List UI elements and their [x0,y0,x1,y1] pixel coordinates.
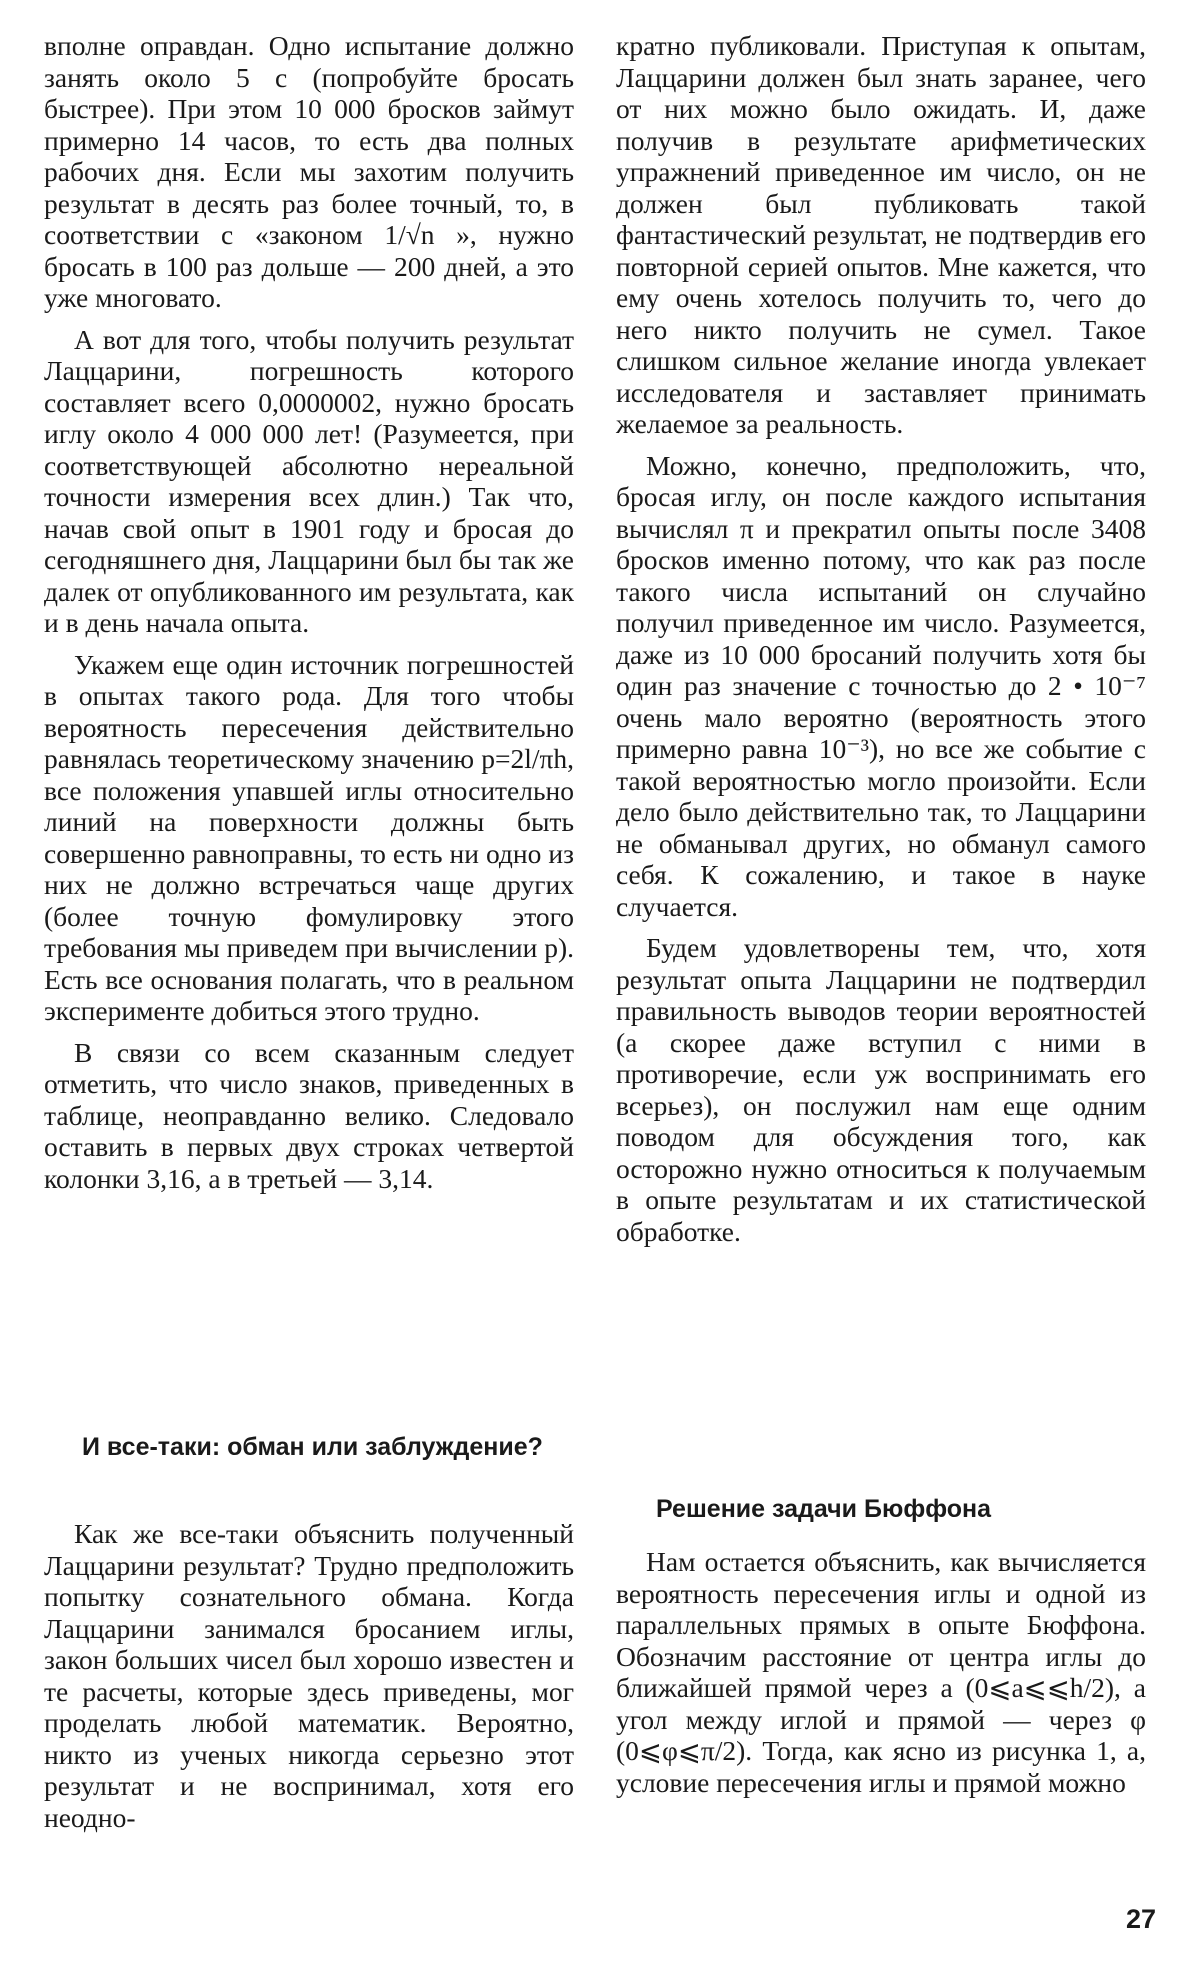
page-number: 27 [1125,1904,1156,1934]
paragraph: Будем удовлетворены тем, что, хотя результат опыта Лаццарини не подтвердил правильность выводов теории вероятностей (а скорее даже вступил с ними в противоречие, если уж воспринимать его всерьез), он послужил нам еще одним поводом для обсуждения того, как осторожно нужно относиться к получаемым в опыте результатам и их статистической обработке. [616,932,1146,1247]
paragraph: Можно, конечно, предположить, что, бросая иглу, он после каждого испытания вычислял π и прекратил опыты после 3408 бросков именно потому, что как раз после такого числа испытаний он случайно получил приведенное им число. Разумеется, даже из 10 000 бросаний получить хотя бы один раз значение с точностью до 2 • 10⁻⁷ очень мало вероятно (вероятность этого примерно равна 10⁻³), но все же событие с такой вероятностью могло произойти. Если дело было действительно так, то Лаццарини не обманывал других, но обманул самого себя. К сожалению, и такое в науке случается. [616,449,1146,922]
section-heading: Решение задачи Бюффона [656,1495,992,1523]
paragraph: Нам остается объяснить, как вычисляется вероятность пересечения иглы и одной из параллельных прямых в опыте Бюффона. Обозначим расстояние от центра иглы до ближайшей прямой через a (0⩽a⩽⩽h/2), а угол между иглой и прямой — через φ (0⩽φ⩽π/2). Тогда, как ясно из рисунка 1, а, условие пересечения иглы и прямой можно [616,1546,1146,1798]
paragraph: В связи со всем сказанным следует отметить, что число знаков, приведенных в таблице, неоправданно велико. Следовало оставить в первых двух строках четвертой колонки 3,16, а в третьей — 3,14. [44,1036,574,1194]
paragraph: Укажем еще один источник погрешностей в опытах такого рода. Для того чтобы вероятность пересечения действительно равнялась теоретическому значению p=2l/πh, все положения упавшей иглы относительно линий на поверхности должны быть совершенно равноправны, то есть ни одно из них не должно встречаться чаще других (более точную фомулировку этого требования мы приведем при вычислении p). Есть все основания полагать, что в реальном эксперименте добиться этого трудно. [44,648,574,1026]
paragraph: А вот для того, чтобы получить результат Лаццарини, погрешность которого составляет всего 0,0000002, нужно бросать иглу около 4 000 000 лет! (Разумеется, при соответствующей абсолютно нереальной точности измерения всех длин.) Так что, начав свой опыт в 1901 году и бросая до сегодняшнего дня, Лаццарини был бы так же далек от опубликованного им результата, как и в день начала опыта. [44,323,574,638]
left-column [44,30,574,1204]
right-column [616,30,1146,1257]
paragraph: Как же все-таки объяснить полученный Лаццарини результат? Трудно предположить попытку сознательного обмана. Когда Лаццарини занимался бросанием иглы, закон больших чисел был хорошо известен и те расчеты, которые здесь приведены, мог проделать любой математик. Вероятно, никто из ученых никогда серьезно этот результат и не воспринимал, хотя его неодно- [44,1518,574,1833]
paragraph: кратно публиковали. Приступая к опытам, Лаццарини должен был знать заранее, чего от них можно было ожидать. И, даже получив в результате арифметических упражнений приведенное им число, он не должен был публиковать такой фантастический результат, не подтвердив его повторной серией опытов. Мне кажется, что ему очень хотелось получить то, чего до него никто получить не сумел. Такое слишком сильное желание иногда увлекает исследователя и заставляет принимать желаемое за реальность. [616,30,1146,439]
paragraph: вполне оправдан. Одно испытание должно занять около 5 с (попробуйте бросать быстрее). При этом 10 000 бросков займут примерно 14 часов, то есть два полных рабочих дня. Если мы захотим получить результат в десять раз более точный, то, в соответствии с «законом 1/√n », нужно бросать в 100 раз дольше — 200 дней, а это уже многовато. [44,30,574,313]
left-column-continued [44,1518,574,1843]
section-heading: И все-таки: обман или заблуждение? [82,1433,543,1461]
right-column-continued [616,1546,1146,1808]
